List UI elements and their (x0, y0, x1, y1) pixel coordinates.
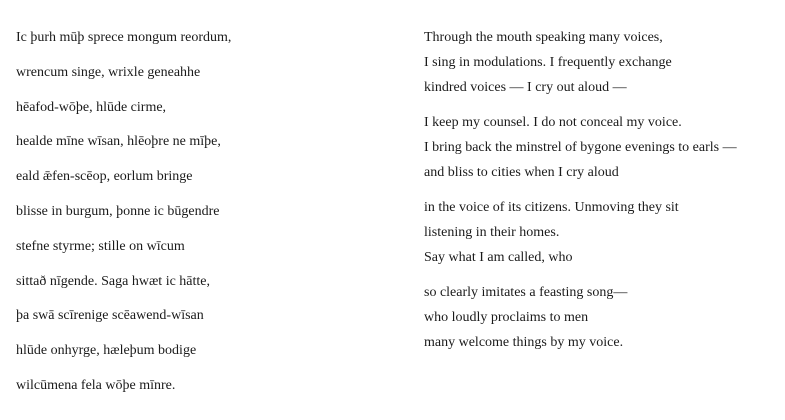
translation-line: so clearly imitates a feasting song— (424, 285, 628, 300)
old-english-line: sittað nīgende. Saga hwæt ic hātte, (16, 273, 211, 289)
old-english-line: healde mīne wīsan, hlēoþre ne mīþe, (16, 134, 221, 150)
translation-line: in the voice of its citizens. Unmoving they sit (424, 200, 679, 215)
translation-stanza (424, 199, 779, 274)
translation-stanza (424, 284, 779, 359)
translation-column (424, 29, 779, 369)
old-english-line: hēafod-wōþe, hlūde cirme, (16, 99, 167, 115)
old-english-line: wilcūmena fela wōþe mīnre. (16, 377, 176, 393)
old-english-line: eald ǣfen-scēop, eorlum bringe (16, 169, 193, 185)
translation-line: listening in their homes. (424, 225, 560, 240)
translation-line: kindred voices — I cry out aloud — (424, 80, 627, 95)
translation-stanza (424, 114, 779, 189)
translation-line: Through the mouth speaking many voices, (424, 30, 663, 45)
translation-line: I keep my counsel. I do not conceal my voice. (424, 115, 682, 130)
old-english-line: wrencum singe, wrixle geneahhe (16, 64, 201, 80)
old-english-column (16, 29, 406, 412)
translation-line: and bliss to cities when I cry aloud (424, 165, 619, 180)
old-english-line: hlūde onhyrge, hæleþum bodige (16, 343, 197, 359)
translation-line: who loudly proclaims to men (424, 310, 589, 325)
translation-line: many welcome things by my voice. (424, 335, 624, 350)
old-english-line: þa swā scīrenige scēawend-wīsan (16, 308, 204, 324)
translation-stanza (424, 29, 779, 104)
translation-line: I sing in modulations. I frequently exchange (424, 55, 672, 70)
old-english-line: stefne styrme; stille on wīcum (16, 238, 185, 254)
old-english-line: blisse in burgum, þonne ic būgendre (16, 203, 220, 219)
old-english-line: Ic þurh mūþ sprece mongum reordum, (16, 30, 232, 45)
translation-line: Say what I am called, who (424, 250, 573, 265)
translation-line: I bring back the minstrel of bygone evenings to earls — (424, 140, 737, 155)
